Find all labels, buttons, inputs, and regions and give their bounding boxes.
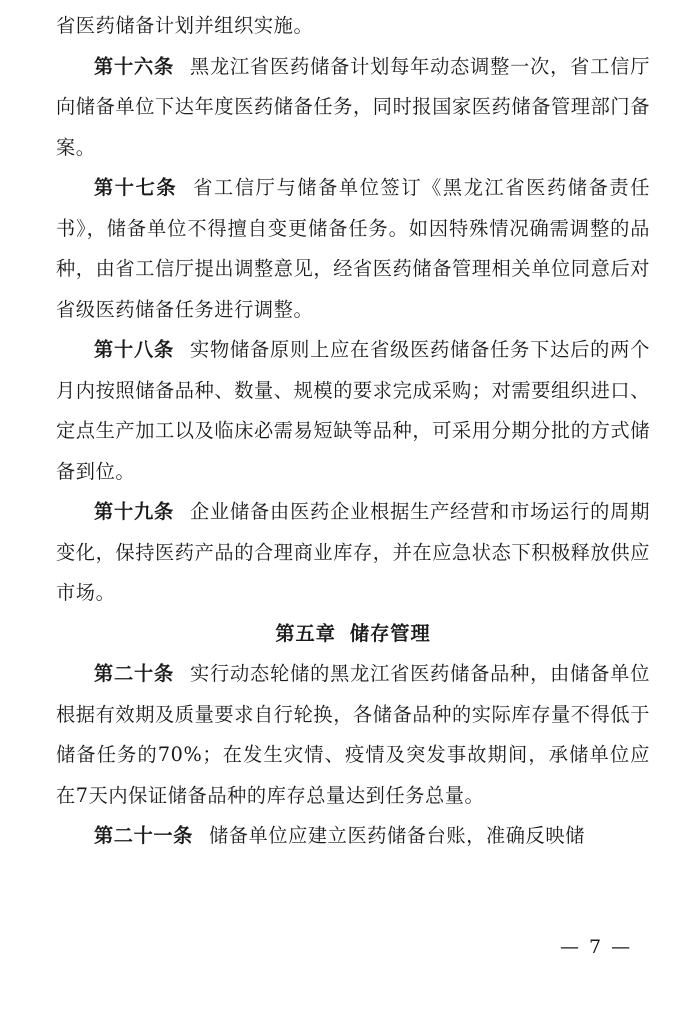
- article-17: [56, 168, 650, 330]
- article-18: [56, 330, 650, 492]
- article-16: [56, 47, 650, 169]
- article-20: [56, 654, 650, 816]
- article-text: 储备单位应建立医药储备台账，准确反映储: [208, 824, 585, 847]
- article-text: 省工信厅与储备单位签订《黑龙江省医药储备责任书》，储备单位不得擅自变更储备任务。如因特殊情况确需调整的品种，由省工信厅提出调整意见，经省医药储备管理相关单位同意后对省级医药储备任务进行调整。: [56, 176, 650, 321]
- chapter-title: 储存管理: [349, 621, 431, 645]
- article-title: 第十九条: [94, 500, 175, 523]
- continuation-paragraph: 省医药储备计划并组织实施。: [56, 14, 314, 37]
- article-text: 实物储备原则上应在省级医药储备任务下达后的两个月内按照储备品种、数量、规模的要求完成采购；对需要组织进口、定点生产加工以及临床必需易短缺等品种，可采用分期分批的方式储备到位。: [56, 338, 650, 483]
- article-title: 第十七条: [94, 176, 178, 199]
- chapter-number: 第五章: [275, 621, 336, 645]
- page-number: — 7 —: [560, 936, 633, 958]
- article-text: 实行动态轮储的黑龙江省医药储备品种，由储备单位根据有效期及质量要求自行轮换，各储备品种的实际库存量不得低于储备任务的70%；在发生灾情、疫情及突发事故期间，承储单位应在7天内保证储备品种的库存总量达到任务总量。: [56, 662, 650, 807]
- article-title: 第十八条: [94, 338, 175, 361]
- article-21: [56, 816, 650, 857]
- article-text: 黑龙江省医药储备计划每年动态调整一次，省工信厅向储备单位下达年度医药储备任务，同时报国家医药储备管理部门备案。: [56, 54, 650, 159]
- article-title: 第十六条: [94, 54, 175, 78]
- chapter-heading: [56, 614, 650, 655]
- article-title: 第二十一条: [94, 824, 193, 847]
- article-text: 企业储备由医药企业根据生产经营和市场运行的周期变化，保持医药产品的合理商业库存，并在应急状态下积极释放供应市场。: [56, 500, 650, 604]
- article-19: [56, 492, 650, 614]
- article-title: 第二十条: [94, 662, 175, 685]
- document-body: [56, 6, 650, 857]
